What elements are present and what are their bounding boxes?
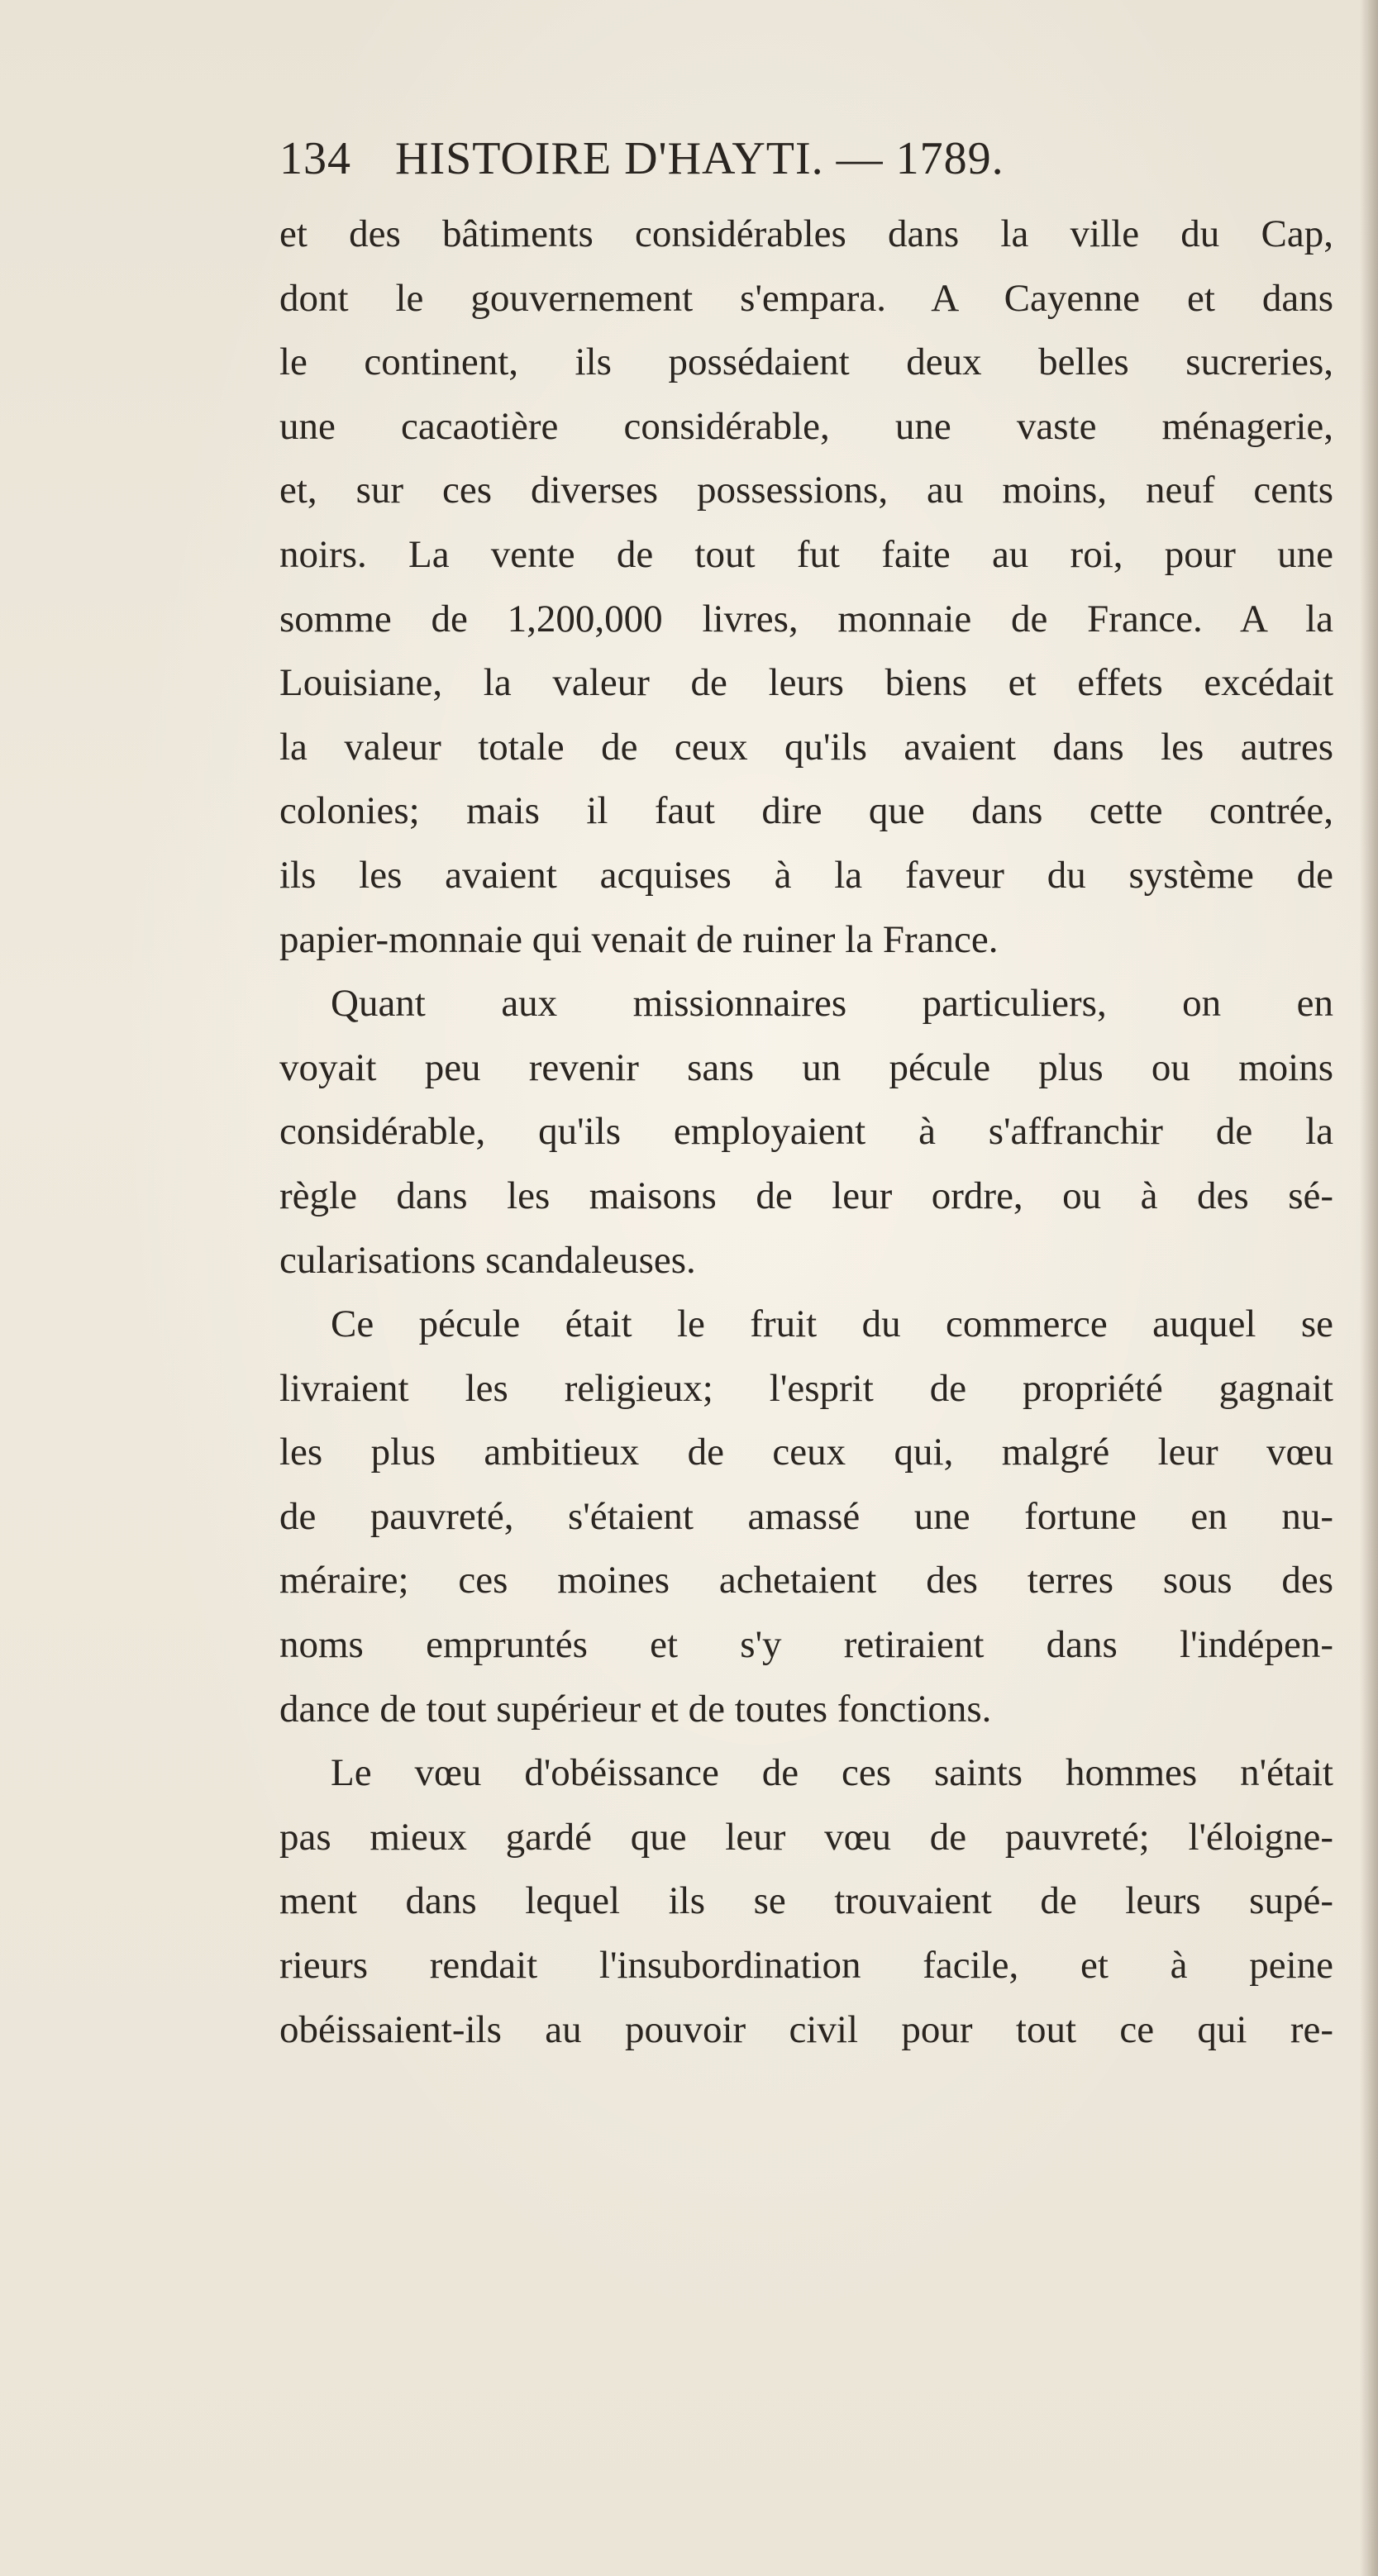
text-line: ils les avaient acquises à la faveur du système de <box>279 853 1333 897</box>
text-line: Quant aux missionnaires particuliers, on en <box>331 982 1333 1026</box>
text-line: Louisiane, la valeur de leurs biens et effets excédait <box>279 661 1333 705</box>
body-text <box>279 202 1333 2062</box>
running-head <box>279 132 1139 190</box>
text-line: dont le gouvernement s'empara. A Cayenne et dans <box>279 276 1333 320</box>
text-line: Ce pécule était le fruit du commerce auquel se <box>331 1302 1333 1346</box>
text-line: somme de 1,200,000 livres, monnaie de France. A la <box>279 597 1333 640</box>
text-line: livraient les religieux; l'esprit de propriété gagnait <box>279 1366 1333 1410</box>
paragraph <box>279 1741 1333 2062</box>
text-line: les plus ambitieux de ceux qui, malgré leur vœu <box>279 1431 1333 1474</box>
running-title: HISTOIRE D'HAYTI. — 1789. <box>395 133 1004 184</box>
page-binding-shadow <box>1360 0 1378 2576</box>
text-line: colonies; mais il faut dire que dans cette contrée, <box>279 789 1333 833</box>
paragraph <box>279 202 1333 972</box>
text-line: la valeur totale de ceux qu'ils avaient dans les autres <box>279 725 1333 769</box>
text-line: noms empruntés et s'y retiraient dans l'indépen- <box>279 1623 1333 1667</box>
text-line: voyait peu revenir sans un pécule plus ou moins <box>279 1045 1333 1089</box>
paragraph <box>279 1293 1333 1741</box>
text-line: une cacaotière considérable, une vaste ménagerie, <box>279 404 1333 448</box>
text-line: obéissaient-ils au pouvoir civil pour tout ce qui re- <box>279 2007 1333 2051</box>
text-line: Le vœu d'obéissance de ces saints hommes n'était <box>331 1751 1333 1795</box>
text-line: règle dans les maisons de leur ordre, ou à des sé- <box>279 1174 1333 1217</box>
text-line: dance de tout supérieur et de toutes fonctions. <box>279 1687 992 1731</box>
paragraph <box>279 972 1333 1293</box>
text-line: rieurs rendait l'insubordination facile, et à peine <box>279 1944 1333 1988</box>
page-number: 134 <box>279 133 351 184</box>
text-line: considérable, qu'ils employaient à s'affranchir de la <box>279 1110 1333 1154</box>
text-line: de pauvreté, s'étaient amassé une fortune en nu- <box>279 1494 1333 1538</box>
text-line: ment dans lequel ils se trouvaient de leurs supé- <box>279 1879 1333 1923</box>
text-line: cularisations scandaleuses. <box>279 1238 696 1282</box>
text-line: et, sur ces diverses possessions, au moins, neuf cents <box>279 469 1333 512</box>
text-line: méraire; ces moines achetaient des terres sous des <box>279 1559 1333 1602</box>
text-line: et des bâtiments considérables dans la ville du Cap, <box>279 212 1333 255</box>
text-line: papier-monnaie qui venait de ruiner la France. <box>279 917 999 961</box>
text-line: noirs. La vente de tout fut faite au roi, pour une <box>279 532 1333 576</box>
text-line: pas mieux gardé que leur vœu de pauvreté; l'éloigne- <box>279 1815 1333 1859</box>
text-line: le continent, ils possédaient deux belles sucreries, <box>279 340 1333 384</box>
